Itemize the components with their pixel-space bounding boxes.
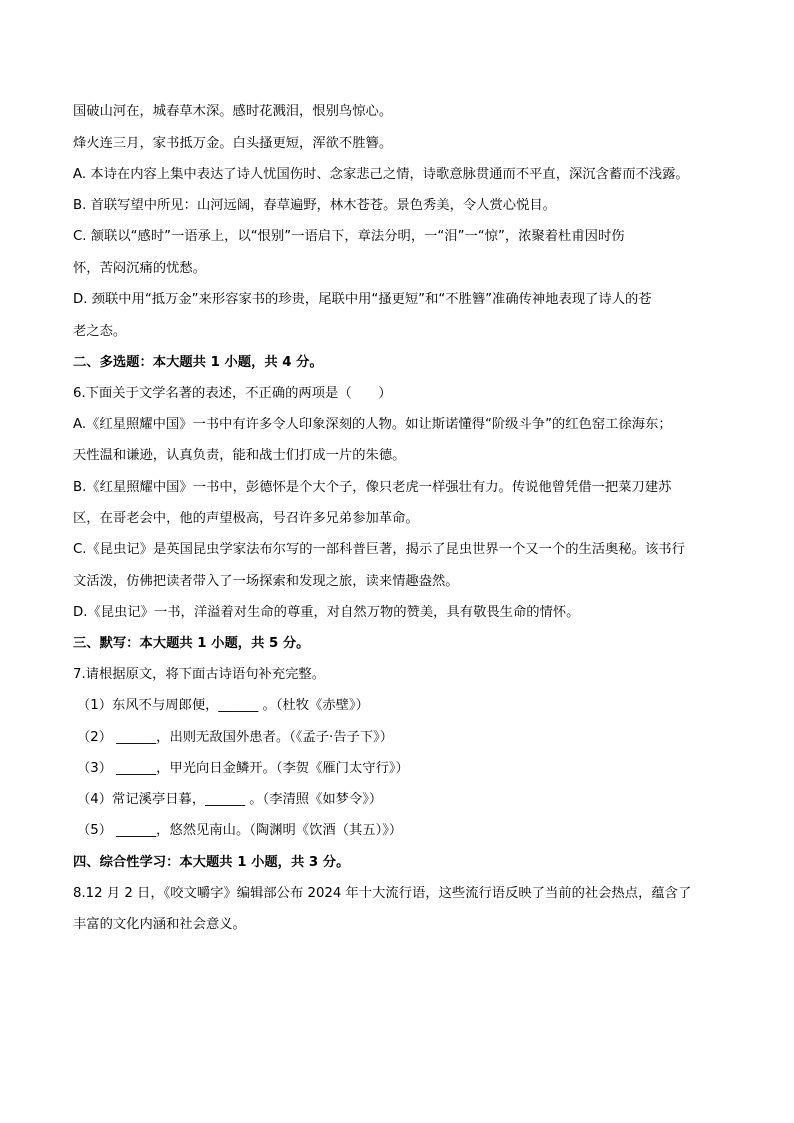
q6-option-a-line-2: 天性温和谦逊，认真负责，能和战士们打成一片的朱德。 bbox=[73, 448, 406, 463]
option-b: B. 首联写望中所见：山河远阔，春草遍野，林木苍苍。景色秀美，令人赏心悦目。 bbox=[73, 198, 556, 213]
q7-item-1: （1）东风不与周郎便，______ 。（杜牧《赤壁》） bbox=[77, 698, 369, 713]
section-heading-multiple-choice: 二、多选题：本大题共 1 小题，共 4 分。 bbox=[73, 355, 323, 370]
option-d-line-1: D. 颈联中用“抵万金”来形容家书的珍贵，尾联中用“搔更短”和“不胜簪”准确传神地表现了诗人的苍 bbox=[73, 292, 652, 307]
question-8-line-1: 8.12 月 2 日，《咬文嚼字》编辑部公布 2024 年十大流行语，这些流行语反映了当前的社会热点，蕴含了 bbox=[73, 886, 692, 901]
section-heading-dictation: 三、默写：本大题共 1 小题，共 5 分。 bbox=[73, 636, 310, 651]
option-d-line-2: 老之态。 bbox=[73, 324, 127, 339]
poem-line-1: 国破山河在，城春草木深。感时花溅泪，恨别鸟惊心。 bbox=[73, 104, 393, 119]
q6-option-b-line-2: 区，在哥老会中，他的声望极高，号召许多兄弟参加革命。 bbox=[73, 511, 419, 526]
option-c-line-1: C. 颔联以“感时”一语承上，以“恨别”一语启下，章法分明，一“泪”一“惊”，浓聚着杜甫因时伤 bbox=[73, 229, 625, 244]
q7-item-4: （4）常记溪亭日暮，______ 。（李清照《如梦令》） bbox=[77, 792, 383, 807]
q6-option-a-line-1: A.《红星照耀中国》一书中有许多令人印象深刻的人物。如让斯诺懂得“阶级斗争”的红色窑工徐海东； bbox=[73, 417, 672, 432]
q7-item-3: （3） ______，甲光向日金鳞开。（李贺《雁门太守行》） bbox=[77, 761, 409, 776]
question-7-stem: 7.请根据原文，将下面古诗语句补充完整。 bbox=[73, 667, 326, 682]
poem-line-2: 烽火连三月，家书抵万金。白头搔更短，浑欲不胜簪。 bbox=[73, 136, 393, 151]
q6-option-d: D.《昆虫记》一书，洋溢着对生命的尊重，对自然万物的赞美，具有敬畏生命的情怀。 bbox=[73, 605, 580, 620]
q6-option-c-line-1: C.《昆虫记》是英国昆虫学家法布尔写的一部科普巨著，揭示了昆虫世界一个又一个的生活奥秘。该书行 bbox=[73, 542, 685, 557]
q7-item-2: （2） ______，出则无敌国外患者。（《孟子·告子下》） bbox=[77, 730, 394, 745]
section-heading-comprehensive: 四、综合性学习：本大题共 1 小题，共 3 分。 bbox=[73, 855, 350, 870]
q7-item-5: （5） ______，悠然见南山。（陶渊明《饮酒（其五）》） bbox=[77, 823, 403, 838]
q6-option-b-line-1: B.《红星照耀中国》一书中，彭德怀是个大个子，像只老虎一样强壮有力。传说他曾凭借一把菜刀建苏 bbox=[73, 480, 672, 495]
question-6-stem: 6.下面关于文学名著的表述，不正确的两项是（ ） bbox=[73, 386, 392, 401]
option-a: A. 本诗在内容上集中表达了诗人忧国伤时、念家悲己之情，诗歌意脉贯通而不平直，深沉含蓄而不浅露。 bbox=[73, 167, 689, 182]
option-c-line-2: 怀，苦闷沉痛的忧愁。 bbox=[73, 261, 206, 276]
question-8-line-2: 丰富的文化内涵和社会意义。 bbox=[73, 917, 246, 932]
q6-option-c-line-2: 文活泼，仿佛把读者带入了一场探索和发现之旅，读来情趣盎然。 bbox=[73, 574, 459, 589]
